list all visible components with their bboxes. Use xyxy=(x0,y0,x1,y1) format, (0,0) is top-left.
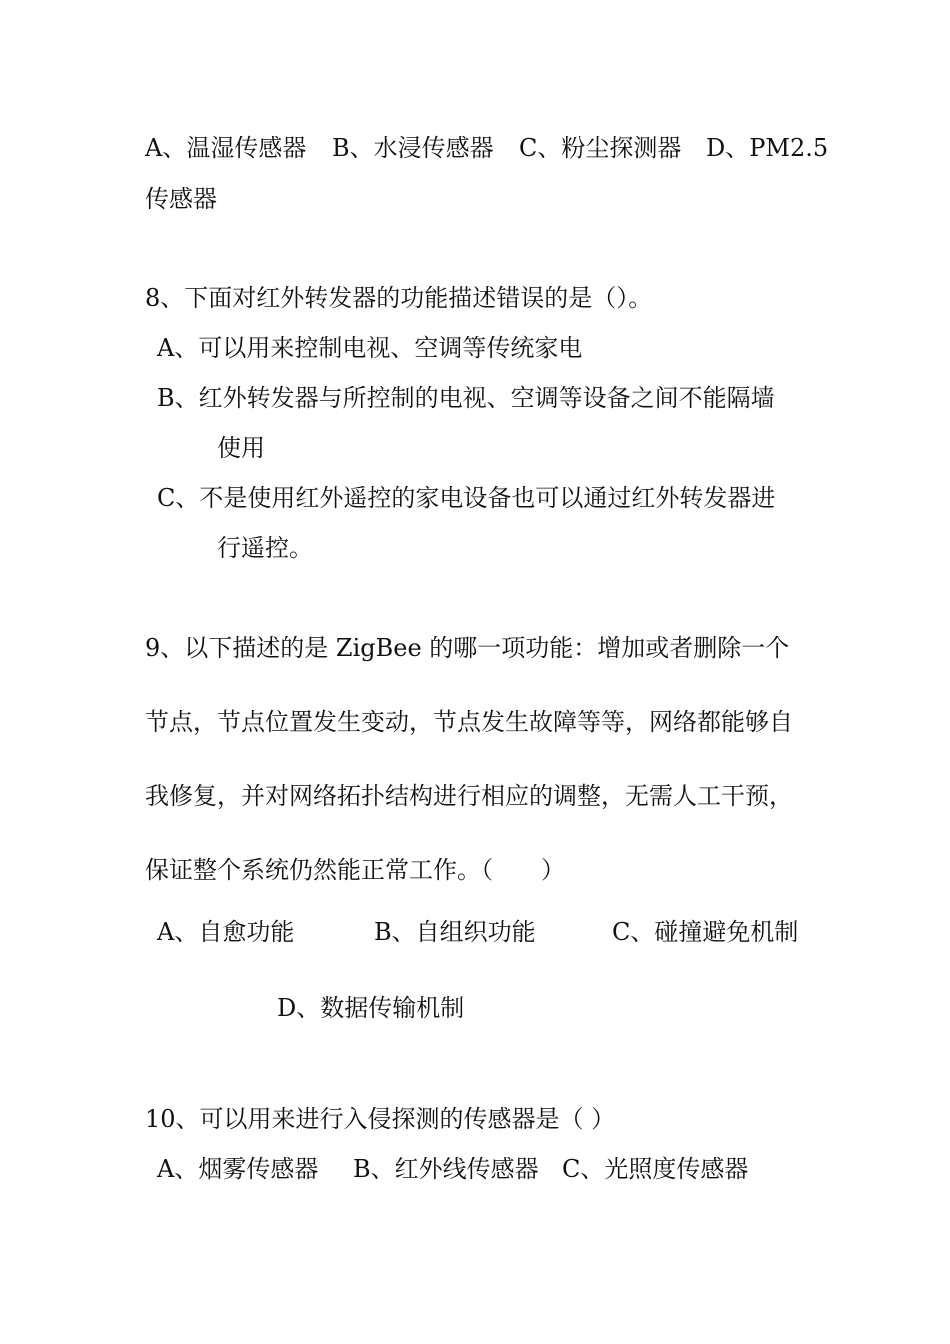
q8-option-c-line1: C、不是使用红外遥控的家电设备也可以通过红外转发器进 xyxy=(157,484,776,512)
q10-option-a: A、烟雾传感器 xyxy=(157,1155,319,1183)
q9-question-line4: 保证整个系统仍然能正常工作。（ ） xyxy=(145,856,565,884)
q9-option-c: C、碰撞避免机制 xyxy=(612,918,799,946)
q9-option-a: A、自愈功能 xyxy=(157,918,295,946)
q10-option-c: C、光照度传感器 xyxy=(562,1155,749,1183)
q8-option-b-line1: B、红外转发器与所控制的电视、空调等设备之间不能隔墙 xyxy=(157,384,775,412)
q8-option-a: A、可以用来控制电视、空调等传统家电 xyxy=(157,334,583,362)
q10-option-b: B、红外线传感器 xyxy=(353,1155,539,1183)
q8-option-b-line2: 使用 xyxy=(217,434,265,462)
q7-option-d: D、PM2.5 xyxy=(706,134,829,162)
q9-question-line3: 我修复，并对网络拓扑结构进行相应的调整，无需人工干预， xyxy=(145,782,793,810)
q9-question-line2: 节点，节点位置发生变动，节点发生故障等等，网络都能够自 xyxy=(145,708,793,736)
q9-question-line1: 9、以下描述的是 ZigBee 的哪一项功能：增加或者删除一个 xyxy=(145,634,790,662)
q9-option-d: D、数据传输机制 xyxy=(277,994,465,1022)
q7-option-a: A、温湿传感器 xyxy=(145,134,307,162)
q8-question: 8、下面对红外转发器的功能描述错误的是（）。 xyxy=(145,284,653,312)
q9-option-b: B、自组织功能 xyxy=(374,918,536,946)
q10-question: 10、可以用来进行入侵探测的传感器是（ ） xyxy=(145,1105,616,1133)
q7-options-row-2: 传感器 xyxy=(145,185,217,213)
q7-option-b: B、水浸传感器 xyxy=(332,134,494,162)
q7-option-c: C、粉尘探测器 xyxy=(519,134,682,162)
q8-option-c-line2: 行遥控。 xyxy=(217,534,313,562)
